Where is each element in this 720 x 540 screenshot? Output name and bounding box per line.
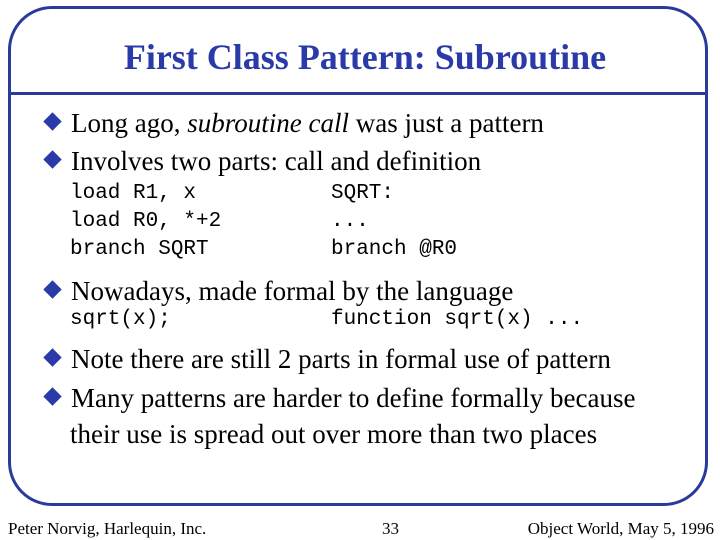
bullet-item-4 [46,344,611,375]
bullet-3-text: Nowadays, made formal by the language [71,276,514,306]
bullet-4-text: Note there are still 2 parts in formal use of pattern [71,344,611,374]
code-left-line-1: load R1, x [70,182,197,205]
code-left-line-3: branch SQRT [70,238,209,261]
code-right-line-3: branch @R0 [331,238,458,261]
bullet-5-text-line-1: Many patterns are harder to define formally because [71,383,636,413]
bullet-5-text-line-2: their use is spread out over more than two places [70,419,598,449]
bullet-1-text-pre: Long ago, [71,108,188,138]
footer-page-number: 33 [382,519,399,538]
code2-left: sqrt(x); [70,308,171,331]
footer-event: Object World, May 5, 1996 [527,519,714,538]
bullet-2-text: Involves two parts: call and definition [71,146,482,176]
diamond-bullet-icon [43,387,61,405]
diamond-bullet-icon [43,112,61,130]
title-divider [10,92,707,95]
bullet-item-5 [46,383,636,414]
diamond-bullet-icon [43,348,61,366]
bullet-item-3 [46,276,513,307]
diamond-bullet-icon [43,150,61,168]
footer-author: Peter Norvig, Harlequin, Inc. [8,519,207,538]
code2-right: function sqrt(x) ... [331,308,584,331]
bullet-item-1 [46,108,544,139]
code-left-line-2: load R0, *+2 [70,210,222,233]
slide-title: First Class Pattern: Subroutine [123,37,607,77]
diamond-bullet-icon [43,280,61,298]
code-right-line-1: SQRT: [331,182,395,205]
bullet-1-text-post: was just a pattern [348,108,544,138]
bullet-item-2 [46,146,481,177]
bullet-1-text-italic: subroutine call [187,108,349,138]
code-right-line-2: ... [331,210,369,233]
